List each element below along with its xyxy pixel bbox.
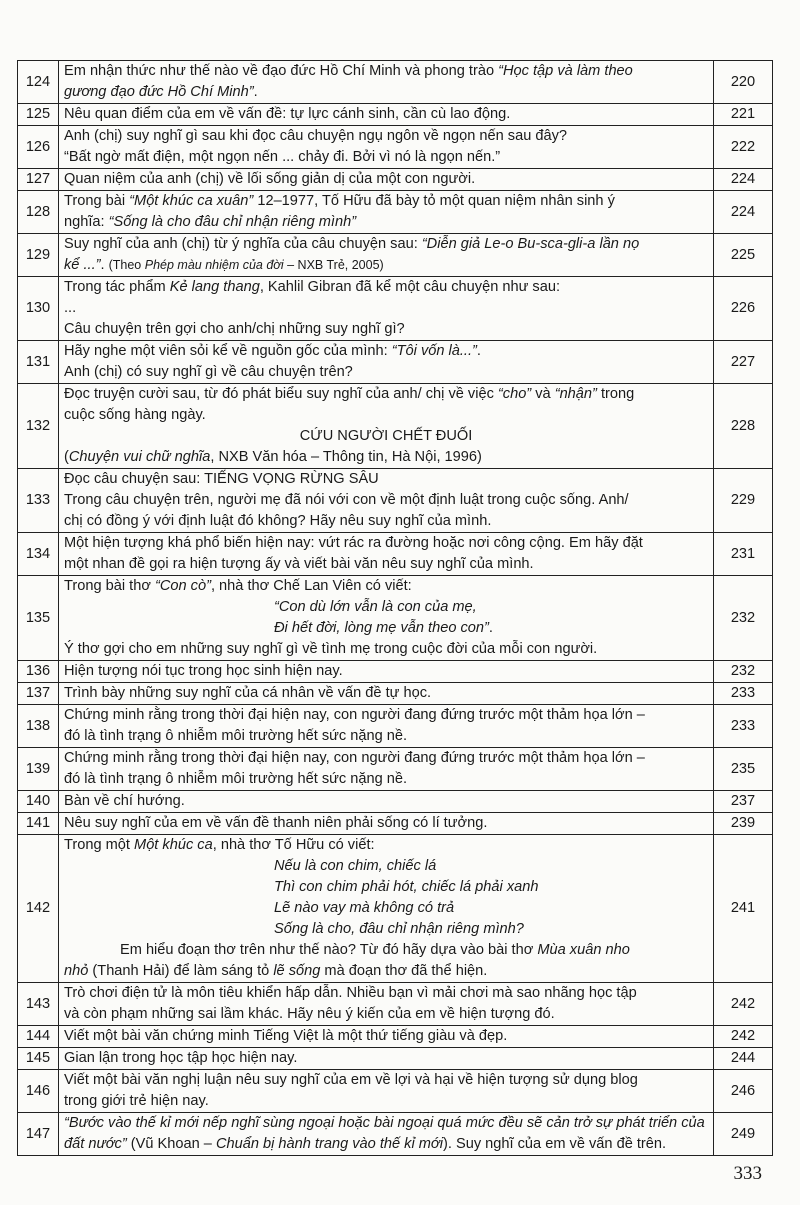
text-span: và còn phạm những sai lầm khác. Hãy nêu ý kiến của em về hiện tượng đó. (64, 1006, 555, 1022)
item-title (59, 983, 714, 1026)
table-row (18, 661, 773, 683)
text-span: Thì con chim phải hót, chiếc lá phải xanh (274, 879, 539, 895)
text-span: Đọc truyện cười sau, từ đó phát biểu suy nghĩ của anh/ chị về việc (64, 386, 498, 402)
text-span: “Học tập và làm theo (498, 63, 633, 79)
text-span: Trình bày những suy nghĩ của cá nhân về vấn đề tự học. (64, 685, 432, 701)
text-span: Em nhận thức như thế nào về đạo đức Hồ Chí Minh và phong trào (64, 63, 499, 79)
title-line (64, 533, 708, 554)
title-line (64, 61, 708, 82)
text-span: Nêu quan điểm của em về vấn đề: tự lực cánh sinh, cần cù lao động. (64, 106, 511, 122)
title-line (64, 447, 708, 468)
text-span: Trong bài (64, 193, 130, 209)
title-line (64, 469, 708, 490)
text-span: 12–1977, Tố Hữu đã bày tỏ một quan niệm nhân sinh ý (253, 193, 615, 209)
item-title (59, 748, 714, 791)
table-row (18, 277, 773, 341)
text-span: Anh (chị) suy nghĩ gì sau khi đọc câu chuyện ngụ ngôn về ngọn nến sau đây? (64, 128, 568, 144)
text-span: (Vũ Khoan – (126, 1136, 216, 1152)
item-number: 131 (18, 341, 59, 384)
text-span: Mùa xuân nho (537, 942, 630, 958)
text-span: lẽ sống (273, 963, 321, 979)
item-page: 220 (714, 61, 773, 104)
item-number: 143 (18, 983, 59, 1026)
item-title (59, 533, 714, 576)
text-span: cuộc sống hàng ngày. (64, 407, 206, 423)
item-page: 237 (714, 791, 773, 813)
title-line (64, 426, 708, 447)
text-span: Một khúc ca (134, 837, 213, 853)
title-line (64, 255, 708, 276)
table-row (18, 705, 773, 748)
text-span: Ý thơ gợi cho em những suy nghĩ gì về tình mẹ trong cuộc đời của mỗi con người. (64, 641, 598, 657)
item-number: 135 (18, 576, 59, 661)
title-line (64, 319, 708, 340)
title-line (64, 856, 708, 877)
text-span: Kẻ lang thang (169, 279, 260, 295)
text-span: Trong bài thơ (64, 578, 155, 594)
title-line (64, 126, 708, 147)
item-title (59, 234, 714, 277)
item-number: 140 (18, 791, 59, 813)
title-line (64, 748, 708, 769)
title-line (64, 104, 708, 125)
item-number: 128 (18, 191, 59, 234)
item-title (59, 341, 714, 384)
item-page: 232 (714, 576, 773, 661)
item-page: 228 (714, 384, 773, 469)
title-line (64, 639, 708, 660)
text-span: “Diễn giả Le-o Bu-sca-gli-a lần nọ (421, 236, 640, 252)
text-span: Câu chuyện trên gợi cho anh/chị những suy nghĩ gì? (64, 321, 405, 337)
text-span: trong (596, 386, 635, 402)
text-span: đất nước” (64, 1136, 127, 1152)
title-line (64, 597, 708, 618)
table-row (18, 126, 773, 169)
item-title (59, 469, 714, 533)
title-line (64, 1113, 708, 1134)
text-span: đó là tình trạng ô nhiễm môi trường hết sức nặng nề. (64, 771, 408, 787)
item-page: 224 (714, 191, 773, 234)
text-span: nghĩa: (64, 214, 109, 230)
title-line (64, 813, 708, 834)
title-line (64, 705, 708, 726)
item-page: 235 (714, 748, 773, 791)
text-span: “Sống là cho đâu chỉ nhận riêng mình” (108, 214, 357, 230)
table-row (18, 1048, 773, 1070)
text-span: Suy nghĩ của anh (chị) từ ý nghĩa của câu chuyện sau: (64, 236, 422, 252)
item-title (59, 384, 714, 469)
item-number: 147 (18, 1113, 59, 1156)
item-title (59, 126, 714, 169)
text-span: “nhận” (554, 386, 597, 402)
table-row (18, 791, 773, 813)
item-title (59, 1026, 714, 1048)
text-span: Quan niệm của anh (chị) về lối sống giản dị của một con người. (64, 171, 476, 187)
title-line (64, 791, 708, 812)
table-row (18, 835, 773, 983)
item-page: 233 (714, 683, 773, 705)
text-span: Em hiểu đoạn thơ trên như thế nào? Từ đó hãy dựa vào bài thơ (120, 942, 538, 958)
table-row (18, 234, 773, 277)
text-span: một nhan đề gọi ra hiện tượng ấy và viết bài văn nêu suy nghĩ của mình. (64, 556, 534, 572)
text-span: “Bước vào thế kỉ mới nếp nghĩ sùng ngoại hoặc bài ngoại quá mức đều sẽ cản trở sự phát triển của (64, 1115, 705, 1131)
item-number: 146 (18, 1070, 59, 1113)
title-line (64, 683, 708, 704)
text-span: (Thanh Hải) để làm sáng tỏ (88, 963, 274, 979)
item-title (59, 791, 714, 813)
text-span: Bàn về chí hướng. (64, 793, 185, 809)
text-span: Chuẩn bị hành trang vào thế kỉ mới (215, 1136, 443, 1152)
item-title (59, 576, 714, 661)
title-line (64, 362, 708, 383)
title-line (64, 490, 708, 511)
item-title (59, 169, 714, 191)
item-page: 241 (714, 835, 773, 983)
text-span: Chứng minh rằng trong thời đại hiện nay, con người đang đứng trước một thảm họa lớn – (64, 750, 645, 766)
text-span: Trong một (64, 837, 135, 853)
item-page: 225 (714, 234, 773, 277)
table-row (18, 1113, 773, 1156)
item-number: 136 (18, 661, 59, 683)
title-line (64, 726, 708, 747)
item-page: 249 (714, 1113, 773, 1156)
table-row (18, 169, 773, 191)
text-span: ... (64, 300, 77, 316)
item-page: 232 (714, 661, 773, 683)
title-line (64, 919, 708, 940)
title-line (64, 1070, 708, 1091)
text-span: Lẽ nào vay mà không có trả (274, 900, 455, 916)
text-span: Nếu là con chim, chiếc lá (274, 858, 437, 874)
text-span: đó là tình trạng ô nhiễm môi trường hết sức nặng nề. (64, 728, 408, 744)
text-span: Viết một bài văn chứng minh Tiếng Việt là một thứ tiếng giàu và đẹp. (64, 1028, 508, 1044)
title-line (64, 384, 708, 405)
title-line (64, 405, 708, 426)
text-span: ( (64, 449, 69, 465)
item-title (59, 1113, 714, 1156)
text-span: Trong câu chuyện trên, người mẹ đã nói với con về một định luật trong cuộc sống. Anh/ (64, 492, 629, 508)
text-span: CỨU NGƯỜI CHẾT ĐUỐI (299, 428, 473, 444)
item-page: 242 (714, 1026, 773, 1048)
text-span: Trò chơi điện tử là môn tiêu khiển hấp dẫn. Nhiều bạn vì mải chơi mà sao nhãng học tập (64, 985, 637, 1001)
item-page: 226 (714, 277, 773, 341)
text-span: Phép màu nhiệm của đời (144, 258, 284, 272)
title-line (64, 147, 708, 168)
text-span: “Bất ngờ mất điện, một ngọn nến ... chảy đi. Bởi vì nó là ngọn nến.” (64, 149, 501, 165)
text-span: chị có đồng ý với định luật đó không? Hãy nêu suy nghĩ của mình. (64, 513, 492, 529)
text-span: Gian lận trong học tập học hiện nay. (64, 1050, 298, 1066)
item-title (59, 705, 714, 748)
title-line (64, 169, 708, 190)
text-span: “Con dù lớn vẫn là con của mẹ, (274, 599, 477, 615)
text-span: “Một khúc ca xuân” (129, 193, 254, 209)
title-line (64, 82, 708, 103)
item-number: 130 (18, 277, 59, 341)
title-line (64, 234, 708, 255)
text-span: – NXB Trẻ, 2005) (283, 258, 384, 272)
contents-table (17, 60, 773, 1156)
title-line (64, 898, 708, 919)
text-span: Sống là cho, đâu chỉ nhận riêng mình? (274, 921, 524, 937)
item-number: 144 (18, 1026, 59, 1048)
table-row (18, 533, 773, 576)
item-number: 133 (18, 469, 59, 533)
text-span: Hãy nghe một viên sỏi kể về nguồn gốc của mình: (64, 343, 392, 359)
text-span: Đi hết đời, lòng mẹ vẫn theo con” (274, 620, 489, 636)
text-span: . (253, 84, 258, 100)
item-number: 145 (18, 1048, 59, 1070)
title-line (64, 576, 708, 597)
item-number: 124 (18, 61, 59, 104)
text-span: . (100, 257, 109, 273)
text-span: nhỏ (64, 963, 89, 979)
item-number: 126 (18, 126, 59, 169)
item-number: 127 (18, 169, 59, 191)
contents-table-body (18, 61, 773, 1156)
item-page: 222 (714, 126, 773, 169)
text-span: , NXB Văn hóa – Thông tin, Hà Nội, 1996) (210, 449, 482, 465)
text-span: Hiện tượng nói tục trong học sinh hiện nay. (64, 663, 343, 679)
text-span: Chứng minh rằng trong thời đại hiện nay, con người đang đứng trước một thảm họa lớn – (64, 707, 645, 723)
text-span: mà đoạn thơ đã thể hiện. (320, 963, 488, 979)
table-row (18, 1070, 773, 1113)
item-title (59, 835, 714, 983)
text-span: (Theo (108, 258, 145, 272)
text-span: “Tôi vốn là...” (391, 343, 477, 359)
item-title (59, 104, 714, 126)
title-line (64, 983, 708, 1004)
table-row (18, 191, 773, 234)
item-page: 229 (714, 469, 773, 533)
text-span: trong giới trẻ hiện nay. (64, 1093, 209, 1109)
title-line (64, 835, 708, 856)
title-line (64, 277, 708, 298)
text-span: “Con cò” (154, 578, 211, 594)
text-span: ). Suy nghĩ của em về vấn đề trên. (443, 1136, 667, 1152)
item-number: 125 (18, 104, 59, 126)
item-page: 231 (714, 533, 773, 576)
title-line (64, 940, 708, 961)
text-span: và (531, 386, 555, 402)
table-row (18, 983, 773, 1026)
text-span: Chuyện vui chữ nghĩa (68, 449, 211, 465)
item-title (59, 1070, 714, 1113)
text-span: Một hiện tượng khá phổ biến hiện nay: vứt rác ra đường hoặc nơi công cộng. Em hãy đặt (64, 535, 643, 551)
table-row (18, 683, 773, 705)
title-line (64, 191, 708, 212)
title-line (64, 298, 708, 319)
text-span: Anh (chị) có suy nghĩ gì về câu chuyện trên? (64, 364, 353, 380)
text-span: . (476, 343, 481, 359)
item-number: 142 (18, 835, 59, 983)
title-line (64, 961, 708, 982)
table-row (18, 341, 773, 384)
item-number: 132 (18, 384, 59, 469)
table-row (18, 576, 773, 661)
text-span: Viết một bài văn nghị luận nêu suy nghĩ của em về lợi và hại về hiện tượng sử dụng blog (64, 1072, 638, 1088)
item-page: 224 (714, 169, 773, 191)
title-line (64, 1048, 708, 1069)
title-line (64, 1026, 708, 1047)
item-page: 244 (714, 1048, 773, 1070)
table-row (18, 384, 773, 469)
page-number: 333 (733, 1163, 762, 1184)
title-line (64, 1091, 708, 1112)
text-span: gương đạo đức Hồ Chí Minh” (64, 84, 254, 100)
item-number: 134 (18, 533, 59, 576)
table-row (18, 1026, 773, 1048)
item-number: 137 (18, 683, 59, 705)
text-span: kể ...” (64, 257, 101, 273)
item-title (59, 61, 714, 104)
item-title (59, 813, 714, 835)
item-title (59, 661, 714, 683)
title-line (64, 618, 708, 639)
item-title (59, 191, 714, 234)
text-span: , nhà thơ Tố Hữu có viết: (212, 837, 375, 853)
table-row (18, 469, 773, 533)
title-line (64, 1134, 708, 1155)
table-row (18, 813, 773, 835)
title-line (64, 1004, 708, 1025)
text-span: , Kahlil Gibran đã kể một câu chuyện như sau: (259, 279, 561, 295)
text-span: “cho” (497, 386, 532, 402)
item-title (59, 683, 714, 705)
item-page: 233 (714, 705, 773, 748)
text-span: Trong tác phẩm (64, 279, 170, 295)
item-title (59, 277, 714, 341)
text-span: , nhà thơ Chế Lan Viên có viết: (210, 578, 412, 594)
text-span: Đọc câu chuyện sau: TIẾNG VỌNG RỪNG SÂU (64, 471, 379, 487)
item-page: 242 (714, 983, 773, 1026)
title-line (64, 769, 708, 790)
title-line (64, 661, 708, 682)
item-number: 139 (18, 748, 59, 791)
item-page: 221 (714, 104, 773, 126)
item-title (59, 1048, 714, 1070)
title-line (64, 511, 708, 532)
title-line (64, 554, 708, 575)
title-line (64, 341, 708, 362)
item-number: 141 (18, 813, 59, 835)
title-line (64, 877, 708, 898)
item-page: 227 (714, 341, 773, 384)
table-row (18, 748, 773, 791)
item-page: 246 (714, 1070, 773, 1113)
item-number: 138 (18, 705, 59, 748)
title-line (64, 212, 708, 233)
table-row (18, 61, 773, 104)
text-span: Nêu suy nghĩ của em về vấn đề thanh niên phải sống có lí tưởng. (64, 815, 488, 831)
item-page: 239 (714, 813, 773, 835)
text-span: . (488, 620, 493, 636)
table-row (18, 104, 773, 126)
item-number: 129 (18, 234, 59, 277)
